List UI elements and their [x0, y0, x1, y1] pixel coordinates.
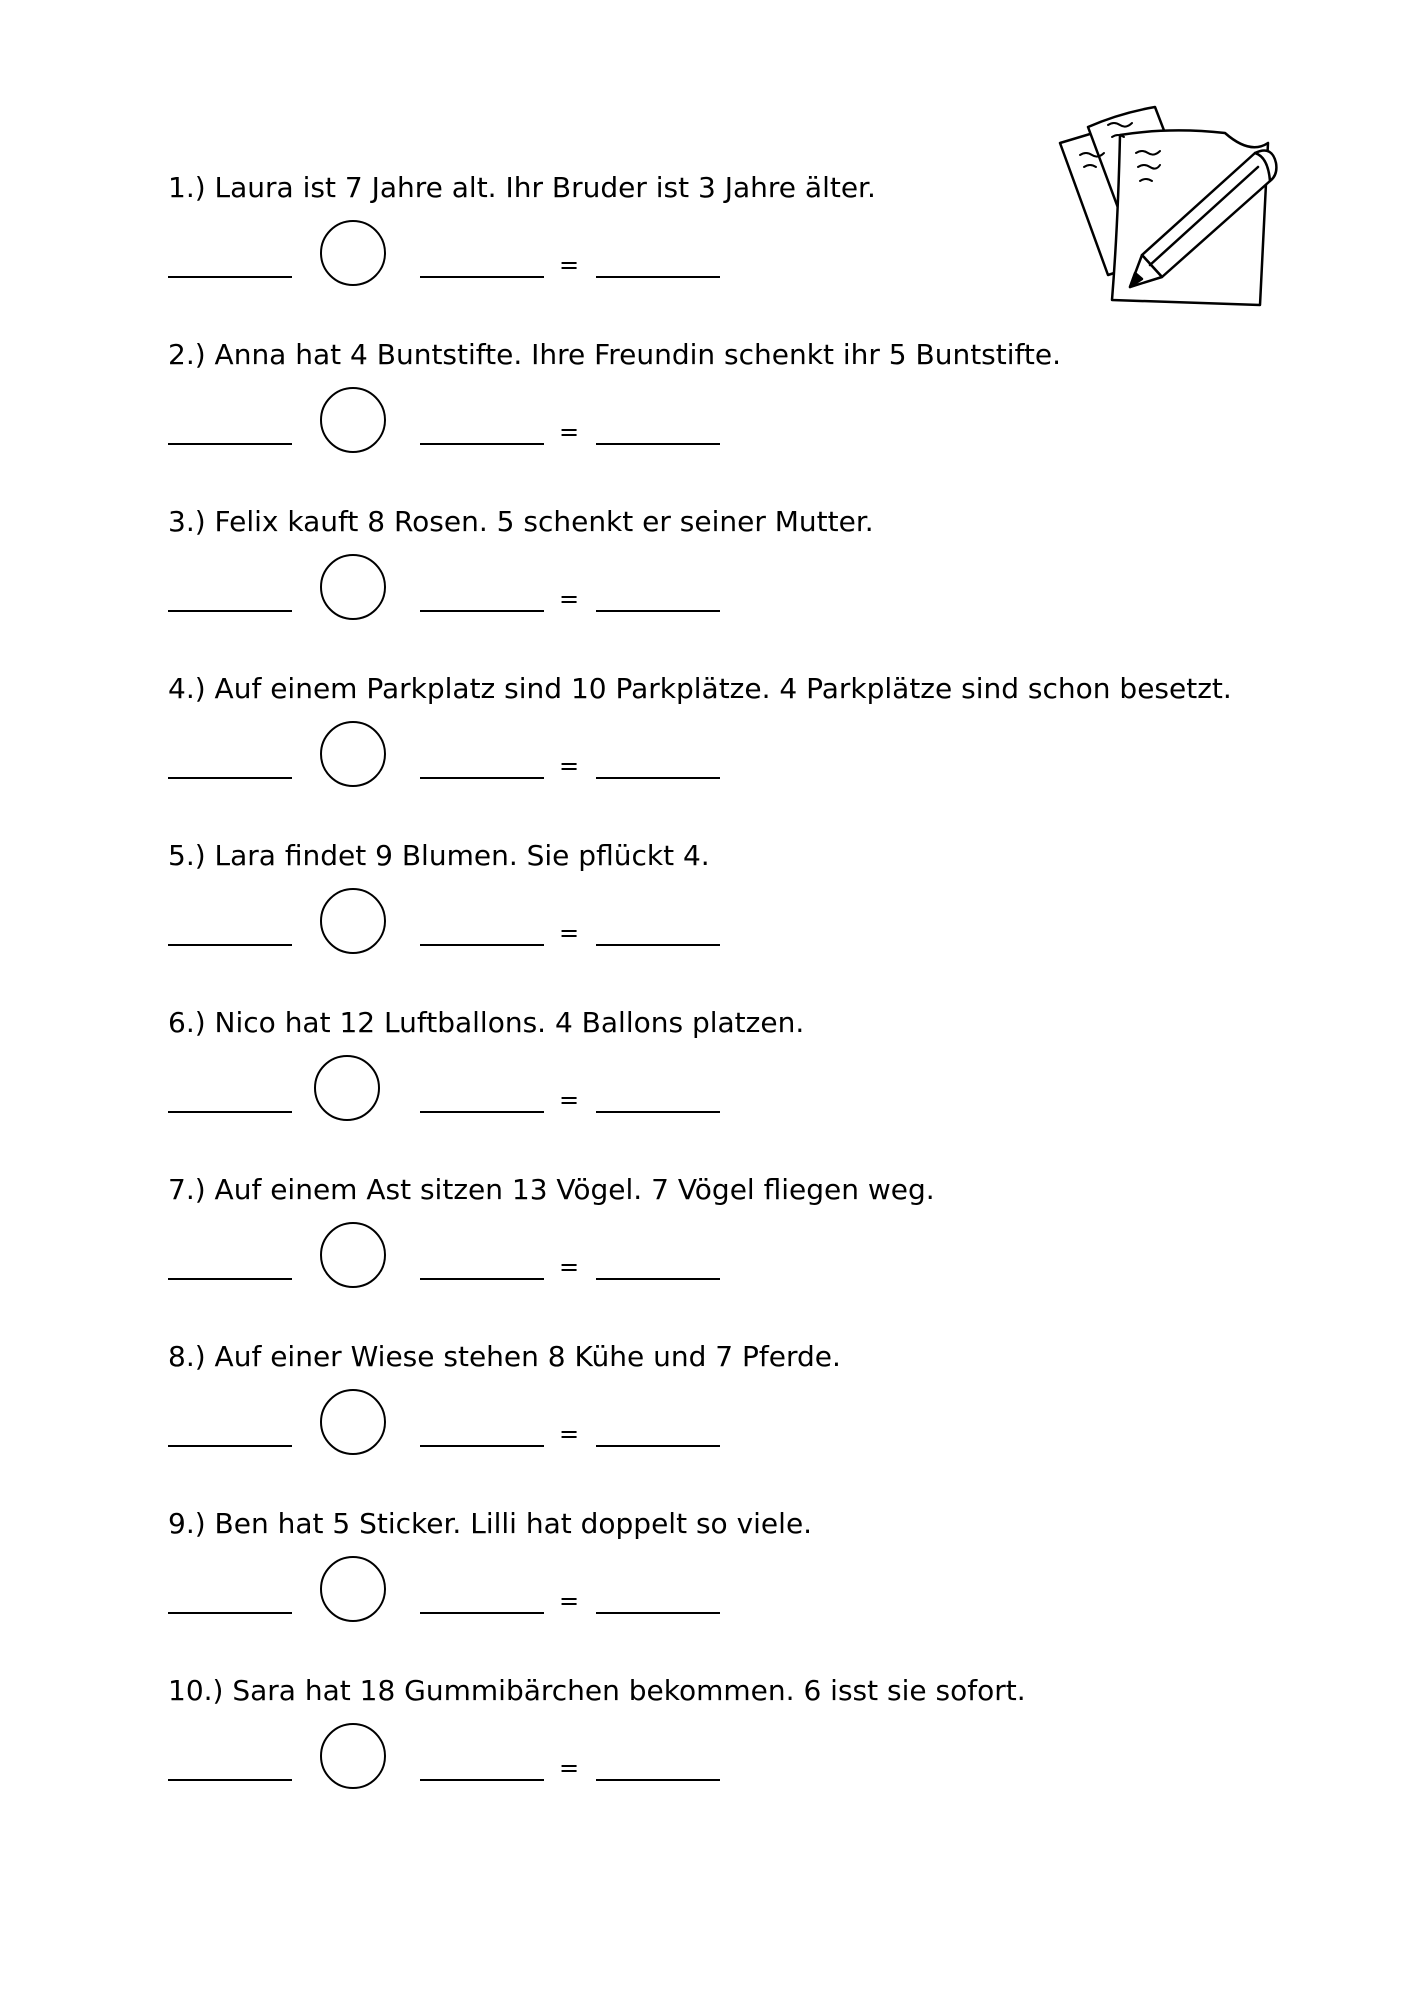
task-5 [168, 836, 1318, 976]
first-number-blank[interactable] [168, 1445, 292, 1447]
task-question: 3.) Felix kauft 8 Rosen. 5 schenkt er seiner Mutter. [168, 505, 874, 538]
first-number-blank[interactable] [168, 443, 292, 445]
first-number-blank[interactable] [168, 1612, 292, 1614]
task-6 [168, 1003, 1318, 1143]
first-number-blank[interactable] [168, 1278, 292, 1280]
equals-sign: = [559, 1253, 580, 1281]
operator-circle[interactable] [314, 1055, 380, 1121]
equals-sign: = [559, 1587, 580, 1615]
first-number-blank[interactable] [168, 944, 292, 946]
result-blank[interactable] [596, 1445, 720, 1447]
second-number-blank[interactable] [420, 777, 544, 779]
operator-circle[interactable] [320, 1222, 386, 1288]
operator-circle[interactable] [320, 554, 386, 620]
result-blank[interactable] [596, 944, 720, 946]
first-number-blank[interactable] [168, 276, 292, 278]
operator-circle[interactable] [320, 387, 386, 453]
equals-sign: = [559, 1754, 580, 1782]
task-4 [168, 669, 1318, 809]
second-number-blank[interactable] [420, 944, 544, 946]
second-number-blank[interactable] [420, 1111, 544, 1113]
task-1 [168, 168, 1318, 308]
result-blank[interactable] [596, 276, 720, 278]
task-9 [168, 1504, 1318, 1644]
operator-circle[interactable] [320, 721, 386, 787]
equals-sign: = [559, 418, 580, 446]
task-3 [168, 502, 1318, 642]
task-8 [168, 1337, 1318, 1477]
operator-circle[interactable] [320, 888, 386, 954]
task-question: 6.) Nico hat 12 Luftballons. 4 Ballons platzen. [168, 1006, 805, 1039]
operator-circle[interactable] [320, 1556, 386, 1622]
equals-sign: = [559, 752, 580, 780]
equals-sign: = [559, 251, 580, 279]
second-number-blank[interactable] [420, 1445, 544, 1447]
task-question: 1.) Laura ist 7 Jahre alt. Ihr Bruder ist 3 Jahre älter. [168, 171, 876, 204]
operator-circle[interactable] [320, 1389, 386, 1455]
result-blank[interactable] [596, 1111, 720, 1113]
task-question: 7.) Auf einem Ast sitzen 13 Vögel. 7 Vögel fliegen weg. [168, 1173, 935, 1206]
second-number-blank[interactable] [420, 1779, 544, 1781]
result-blank[interactable] [596, 443, 720, 445]
first-number-blank[interactable] [168, 610, 292, 612]
equals-sign: = [559, 1420, 580, 1448]
equals-sign: = [559, 1086, 580, 1114]
first-number-blank[interactable] [168, 777, 292, 779]
result-blank[interactable] [596, 1779, 720, 1781]
task-question: 8.) Auf einer Wiese stehen 8 Kühe und 7 Pferde. [168, 1340, 841, 1373]
second-number-blank[interactable] [420, 443, 544, 445]
second-number-blank[interactable] [420, 1278, 544, 1280]
task-question: 9.) Ben hat 5 Sticker. Lilli hat doppelt so viele. [168, 1507, 813, 1540]
equals-sign: = [559, 919, 580, 947]
result-blank[interactable] [596, 610, 720, 612]
task-2 [168, 335, 1318, 475]
second-number-blank[interactable] [420, 1612, 544, 1614]
task-question: 10.) Sara hat 18 Gummibärchen bekommen. 6 isst sie sofort. [168, 1674, 1026, 1707]
task-7 [168, 1170, 1318, 1310]
task-question: 2.) Anna hat 4 Buntstifte. Ihre Freundin schenkt ihr 5 Buntstifte. [168, 338, 1061, 371]
first-number-blank[interactable] [168, 1779, 292, 1781]
result-blank[interactable] [596, 1278, 720, 1280]
result-blank[interactable] [596, 777, 720, 779]
second-number-blank[interactable] [420, 610, 544, 612]
operator-circle[interactable] [320, 1723, 386, 1789]
first-number-blank[interactable] [168, 1111, 292, 1113]
task-question: 4.) Auf einem Parkplatz sind 10 Parkplätze. 4 Parkplätze sind schon besetzt. [168, 672, 1232, 705]
task-10 [168, 1671, 1318, 1811]
second-number-blank[interactable] [420, 276, 544, 278]
result-blank[interactable] [596, 1612, 720, 1614]
operator-circle[interactable] [320, 220, 386, 286]
task-question: 5.) Lara findet 9 Blumen. Sie pflückt 4. [168, 839, 710, 872]
equals-sign: = [559, 585, 580, 613]
